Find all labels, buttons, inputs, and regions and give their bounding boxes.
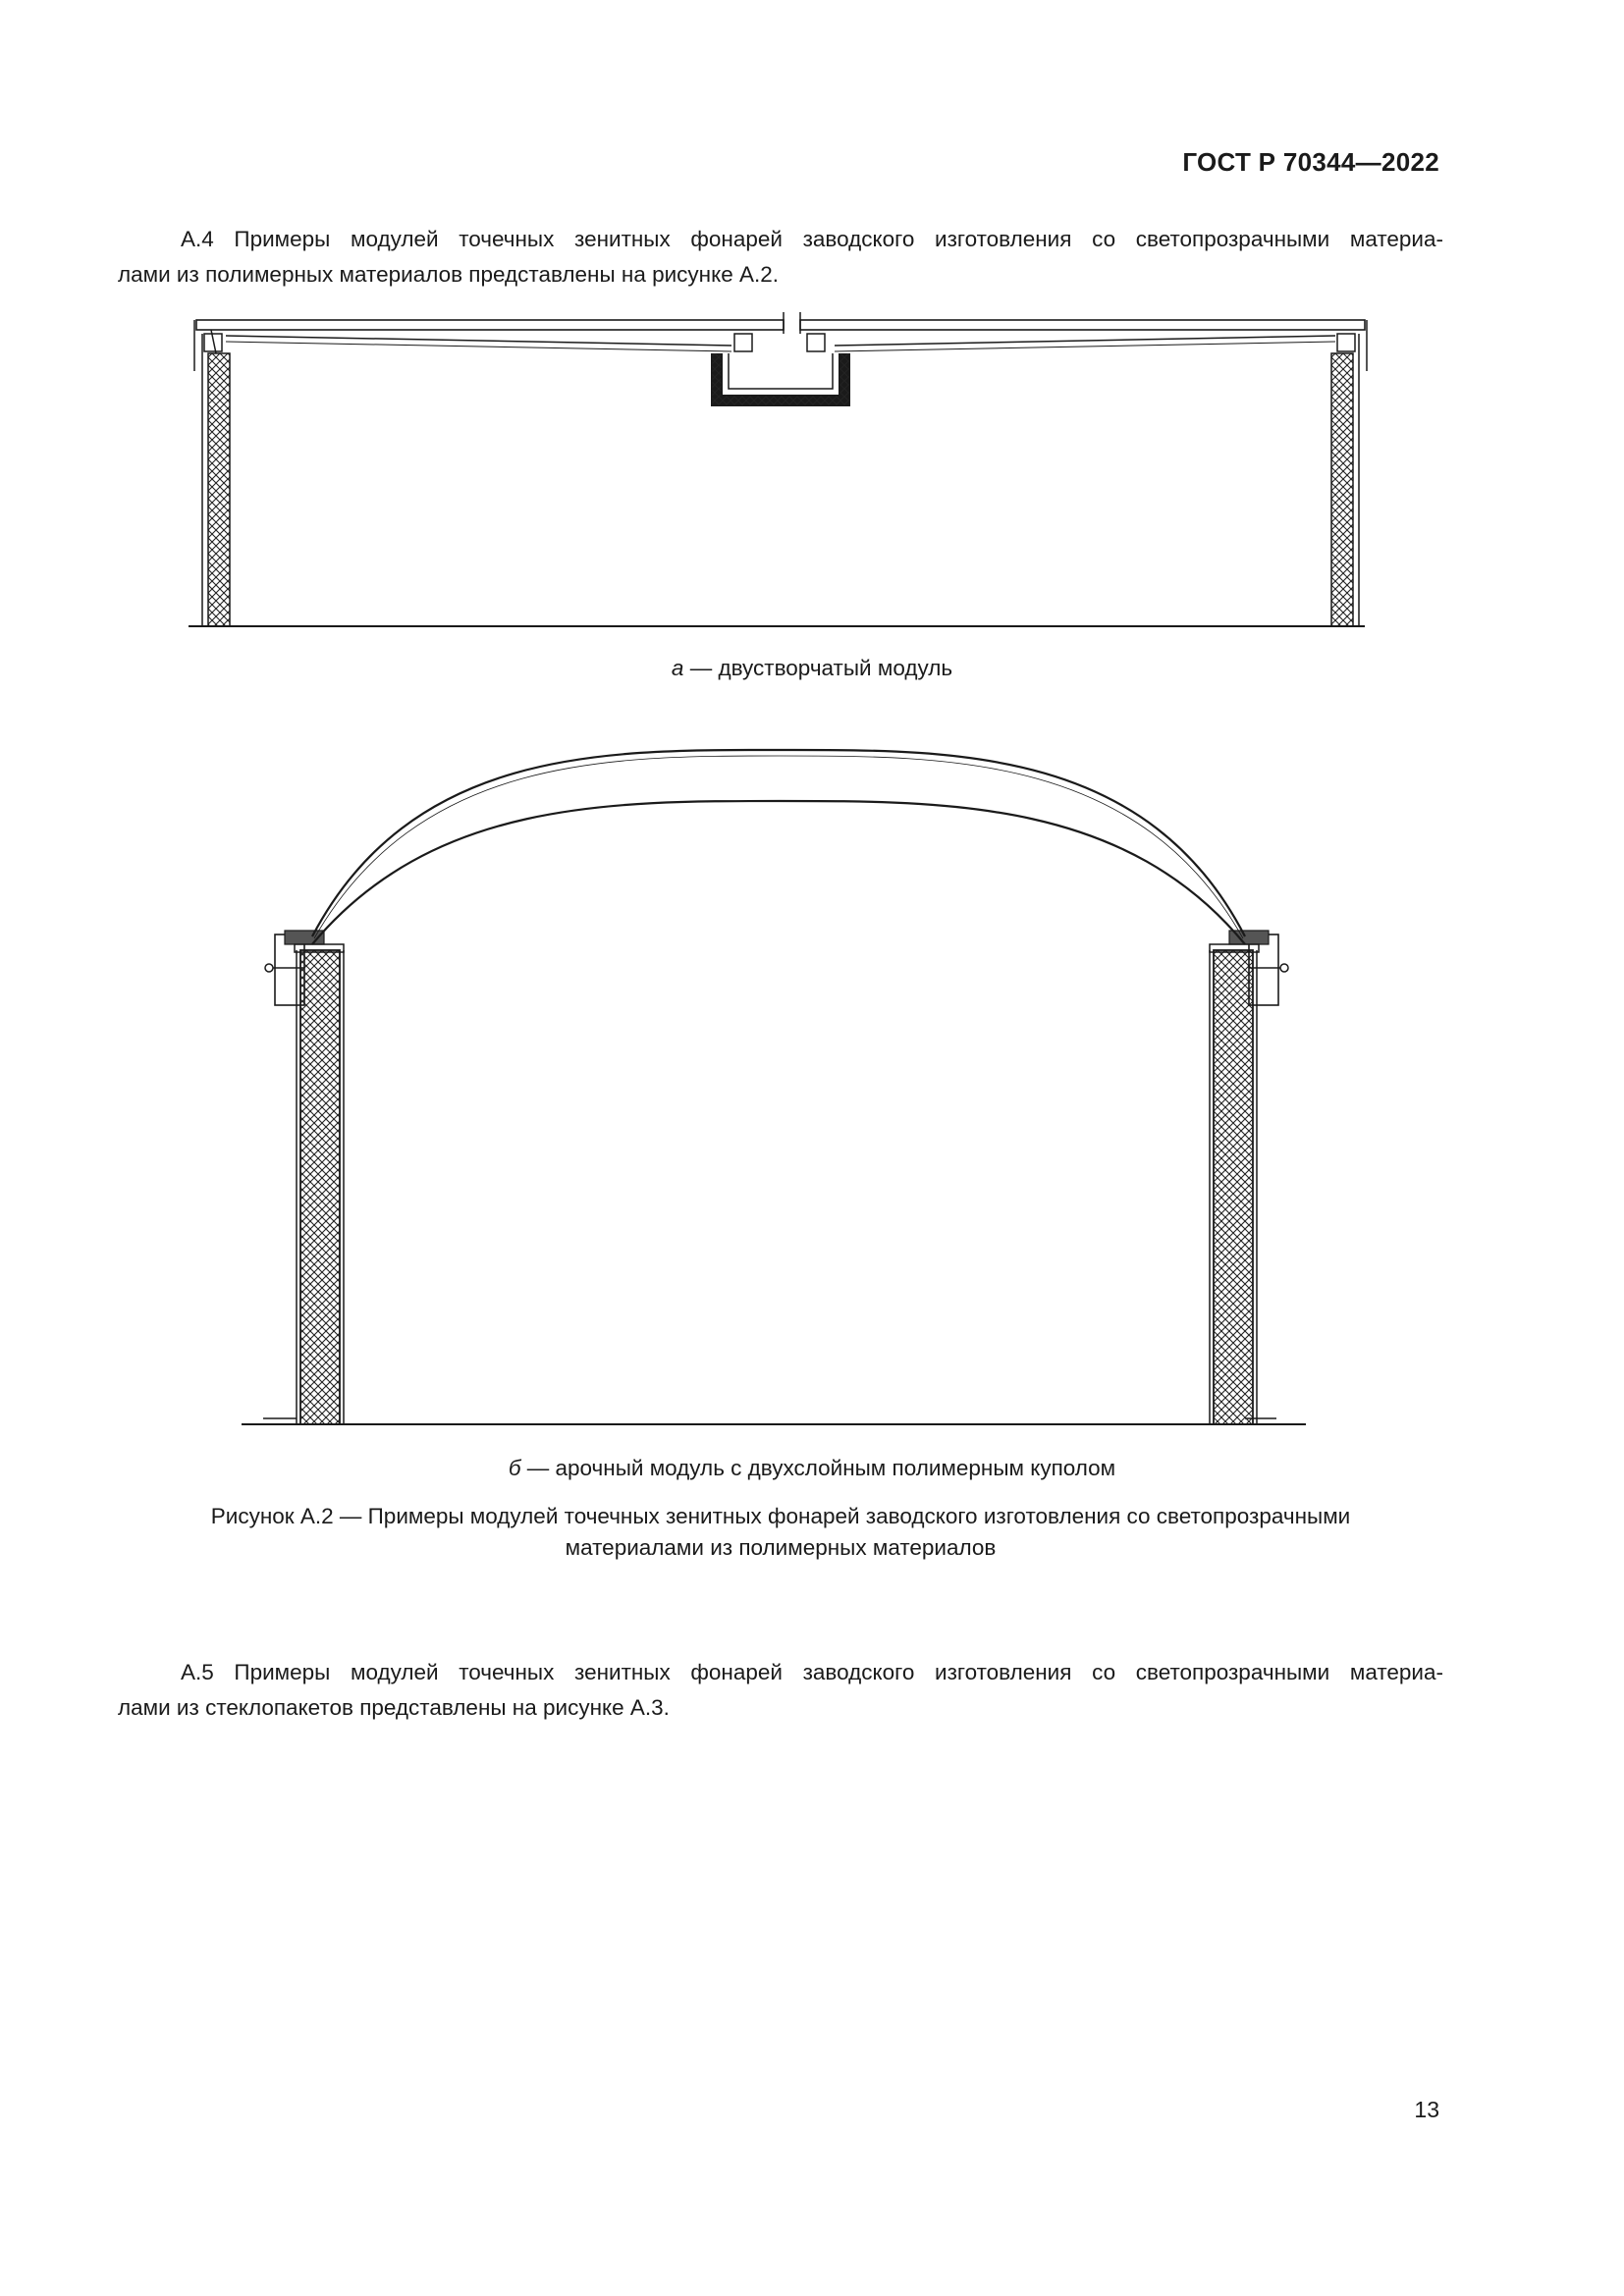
paragraph-a5 <box>118 1655 1443 1726</box>
caption-a-letter: а <box>671 656 684 680</box>
page-number: 13 <box>1414 2097 1439 2122</box>
caption-b <box>0 1456 1624 1481</box>
caption-a <box>0 656 1624 681</box>
paragraph-a5-line2: лами из стеклопакетов представлены на рисунке А.3. <box>118 1695 670 1720</box>
left-wall-insulation <box>208 353 230 626</box>
arch-right-wall <box>1214 950 1253 1424</box>
outer-dome <box>312 750 1245 936</box>
drawing-arch-module <box>242 750 1306 1424</box>
drawing-two-leaf-module <box>189 312 1367 626</box>
caption-b-letter: б <box>508 1456 521 1480</box>
document-header: ГОСТ Р 70344—2022 <box>1182 147 1439 177</box>
arch-left-wall <box>300 950 340 1424</box>
paragraph-a4-line1: А.4 Примеры модулей точечных зенитных фонарей заводского изготовления со светопрозрачными материа- <box>181 227 1443 251</box>
paragraph-a5-line1: А.5 Примеры модулей точечных зенитных фонарей заводского изготовления со светопрозрачными материа- <box>181 1660 1443 1684</box>
caption-a-text: — двустворчатый модуль <box>683 656 953 680</box>
caption-b-text: — арочный модуль с двухслойным полимерным куполом <box>520 1456 1116 1480</box>
paragraph-a4-line2: лами из полимерных материалов представлены на рисунке А.2. <box>118 262 779 287</box>
right-wall-insulation <box>1331 353 1353 626</box>
figure-title-line1: Рисунок А.2 — Примеры модулей точечных зенитных фонарей заводского изготовления со светопрозрачными <box>210 1504 1351 1528</box>
figure-title-line2: материалами из полимерных материалов <box>565 1535 997 1560</box>
figure-title <box>118 1501 1443 1564</box>
inner-dome <box>312 801 1245 944</box>
